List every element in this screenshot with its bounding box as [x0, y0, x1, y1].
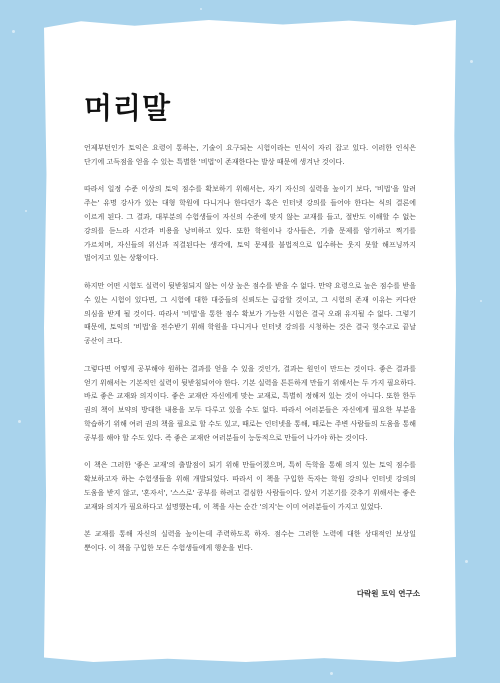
author-signature: 다락원 토익 연구소 — [356, 589, 420, 598]
background-speck — [480, 300, 482, 302]
preface-paragraph: 언제부턴인가 토익은 요령이 통하는, 기술이 요구되는 시험이라는 인식이 자리 잡고 있다. 이러한 인식은 단기에 고득점을 얻을 수 있는 특별한 '비법'이 존재한다는 발상 때문에 생겨난 것이다. — [84, 144, 416, 166]
background-speck — [465, 560, 468, 563]
background-speck — [12, 30, 15, 33]
background-speck — [470, 60, 473, 63]
background-speck — [18, 420, 21, 423]
preface-body — [84, 142, 416, 570]
background-speck — [200, 8, 202, 10]
preface-paragraph: 따라서 일정 수준 이상의 토익 점수를 확보하기 위해서는, 자기 자신의 실력을 높이기 보다, '비법'을 알려 주는' 유명 강사가 있는 대형 학원에 다니거나 한다던가 혹은 인터넷 강의를 들어야 한다는 식의 결론에 이르게 된다. 그 결과, 대부분의 수험생들이 자신의 수준에 맞지 않는 교재를 들고, 절반도 이해할 수 없는 강의를 듣느라 시간과 비용을 낭비하고 있다. 또한 학원이나 강사들은, 기출 문제를 암기하고 찍기를 가르치며, 자신들의 위신과 직결된다는 생각에, 토익 문제를 불법적으로 입수하는 웃지 못할 해프닝까지 벌어지고 있는 상황이다. — [84, 185, 416, 263]
background-speck — [25, 210, 27, 212]
page-title: 머리말 — [84, 91, 172, 125]
background-speck — [330, 672, 333, 675]
preface-paragraph: 그렇다면 어떻게 공부해야 원하는 결과를 얻을 수 있을 것인가, 결과는 원인이 만드는 것이다. 좋은 결과를 얻기 위해서는 기본적인 실력이 뒷받침되어야 한다. 기본 실력을 튼튼하게 만들기 위해서는 두 가지 필요하다. 바로 좋은 교재와 의지이다. 좋은 교재란 자신에게 맞는 교재로, 특별히 정해져 있는 것이 아니다. 또한 한두 권의 책이 보약의 방대한 내용을 모두 다루고 있을 수도 없다. 따라서 여러분들은 자신에게 필요한 부분을 학습하기 위해 여러 권의 책을 필요로 할 수도 있고, 때로는 인터넷을 통해, 때로는 주변 사람들의 도움을 통해 공부를 해야 할 수도 있다. 즉 좋은 교재란 여러분들이 능동적으로 만들어 나가야 하는 것이다. — [84, 364, 416, 442]
preface-paragraph: 하지만 어떤 시험도 실력이 뒷받침되지 않는 이상 높은 점수를 받을 수 없다. 만약 요령으로 높은 점수를 받을 수 있는 시험이 있다면, 그 시험에 대한 대중들의 신뢰도는 급감할 것이고, 그 시험의 존재 이유는 커다란 의심을 받게 될 것이다. 따라서 '비법'을 통한 점수 확보가 가능한 시험은 결국 오래 유지될 수 없다. 그렇기 때문에, 토익의 '비법'을 전수받기 위해 학원을 다니거나 인터넷 강의를 시청하는 것은 결국 헛수고로 끝날 공산이 크다. — [84, 281, 416, 346]
preface-paragraph: 이 책은 그러한 '좋은 교재'의 출발점이 되기 위해 만들어졌으며, 특히 독학을 통해 의지 있는 토익 점수를 확보하고자 하는 수험생들을 위해 개발되었다. 따라서 이 책을 구입한 독자는 학원 강의나 인터넷 강의의 도움을 받지 않고, '혼자서', '스스로' 공부를 하려고 결심한 사람들이다. 앞서 기본기를 갖추기 위해서는 좋은 교재와 의지가 필요하다고 설명했는데, 이 책을 사는 순간 '의지'는 이미 여러분들이 가지고 있었다. — [84, 461, 416, 511]
preface-paragraph: 본 교재를 통해 자신의 실력을 높이는데 주력하도록 하자. 점수는 그러한 노력에 대한 상대적인 보상일 뿐이다. 이 책을 구입한 모든 수험생들에게 행운을 빈다. — [84, 530, 416, 553]
